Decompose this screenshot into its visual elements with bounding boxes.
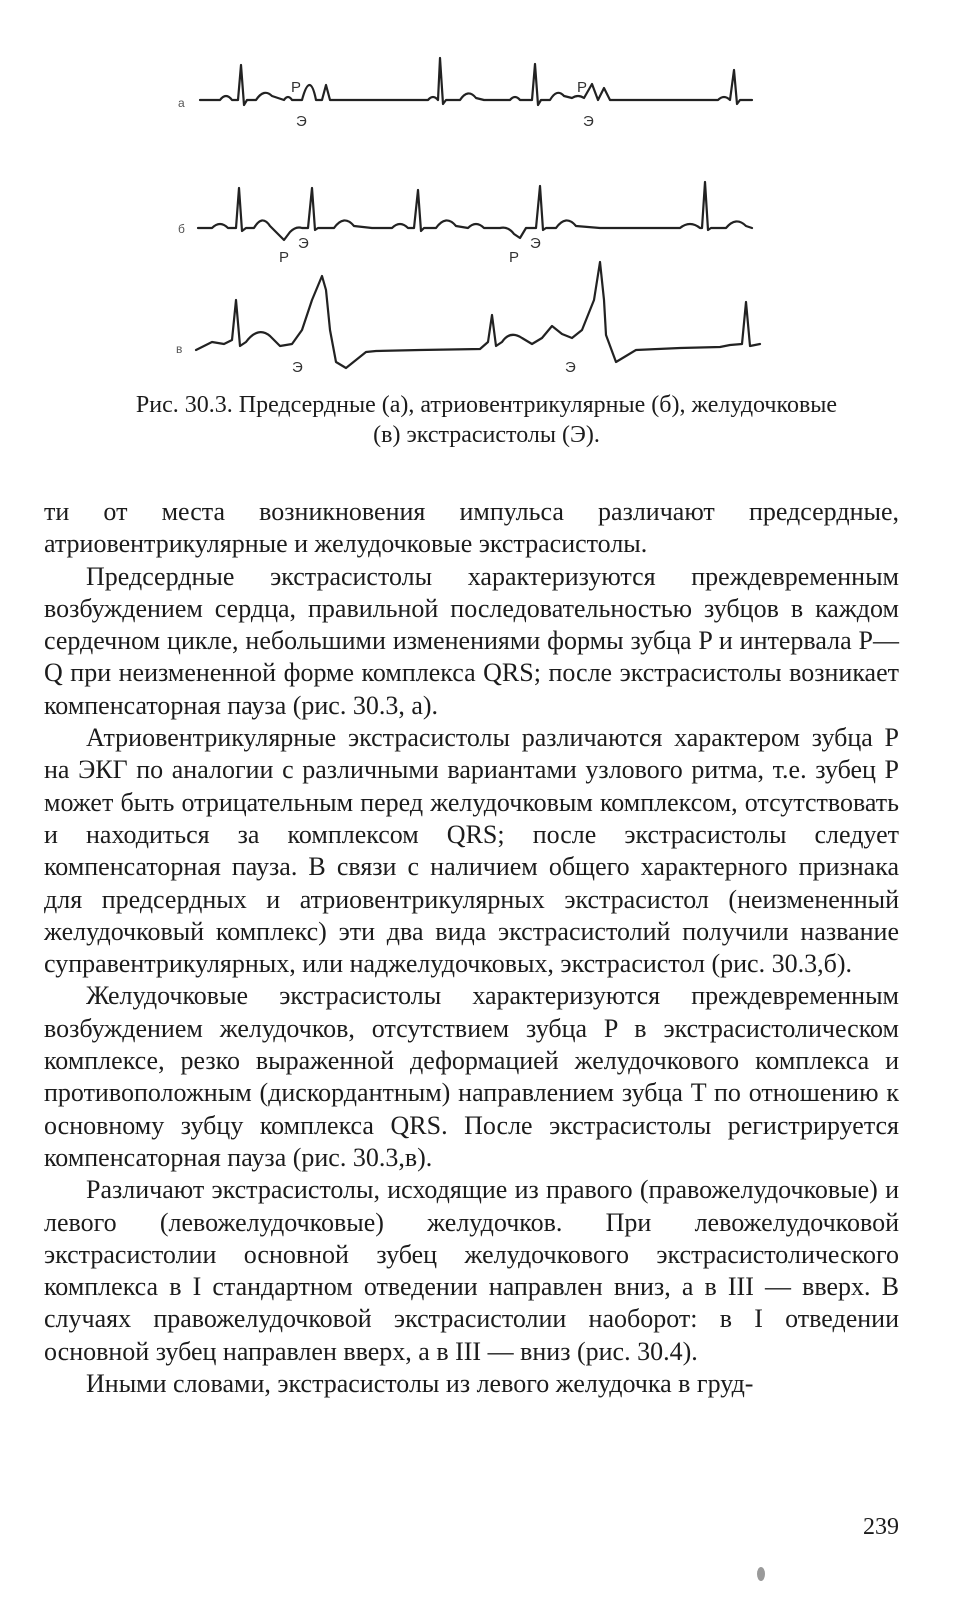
ecg-traces: [0, 0, 973, 390]
label-e-b1: Э: [298, 235, 309, 252]
label-p-b1: P: [279, 249, 290, 266]
label-p-b2: P: [509, 249, 520, 266]
figure-caption: [40, 390, 933, 450]
caption-line-1: Рис. 30.3. Предсердные (а), атриовентрикулярные (б), желудочковые: [135, 392, 838, 418]
caption-line-2: (в) экстрасистолы (Э).: [373, 422, 600, 448]
paragraph-1: ти от места возникновения импульса различают предсердные, атриовентрикулярные и желудочковые экстрасистолы.: [44, 497, 899, 559]
ecg-trace-a: [200, 58, 752, 105]
paragraph-2: Предсердные экстрасистолы характеризуются преждевременным возбуждением сердца, правильной последовательностью зубцов в каждом сердечном цикле, небольшими изменениями формы зубца P и интервала P—Q при неизмененной форме комплекса QRS; после экстрасистолы возникает компенсаторная пауза (рис. 30.3, а).: [44, 561, 899, 720]
ecg-trace-c: [196, 262, 760, 368]
scan-speck: [757, 1567, 765, 1581]
body-text: [44, 496, 899, 1400]
paragraph-6: Иными словами, экстрасистолы из левого желудочка в груд-: [86, 1369, 754, 1399]
row-label-a: а: [178, 96, 185, 110]
ecg-trace-b: [198, 182, 752, 240]
row-label-c: в: [176, 342, 183, 356]
row-label-b: б: [178, 222, 185, 236]
label-p-a2: P: [577, 79, 588, 96]
label-e-a1: Э: [296, 113, 307, 130]
paragraph-3: Атриовентрикулярные экстрасистолы различаются характером зубца P на ЭКГ по аналогии с различными вариантами узлового ритма, т.е. зубец P может быть отрицательным перед желудочковым комплексом, отсутствовать и находиться за комплексом QRS; после экстрасистолы следует компенсаторная пауза. В связи с наличием общего характерного признака для предсердных и атриовентрикулярных экстрасистол (неизмененный желудочковый комплекс) эти два вида экстрасистолий получили название суправентрикулярных, или наджелудочковых, экстрасистол (рис. 30.3,б).: [44, 723, 899, 979]
page-number: 239: [863, 1514, 899, 1540]
ecg-figure: [0, 0, 973, 390]
label-e-b2: Э: [530, 235, 541, 252]
label-e-c1: Э: [292, 359, 303, 376]
label-p-a1: P: [291, 79, 302, 96]
label-e-c2: Э: [565, 359, 576, 376]
paragraph-4: Желудочковые экстрасистолы характеризуются преждевременным возбуждением желудочков, отсутствием зубца P в экстрасистолическом комплексе, резко выраженной деформацией желудочкового комплекса и противоположным (дискордантным) направлением зубца T по отношению к основному зубцу комплекса QRS. После экстрасистолы регистрируется компенсаторная пауза (рис. 30.3,в).: [44, 981, 899, 1172]
label-e-a2: Э: [583, 113, 594, 130]
paragraph-5: Различают экстрасистолы, исходящие из правого (правожелудочковые) и левого (левожелудочковые) желудочков. При левожелудочковой экстрасистолии основной зубец желудочкового экстрасистолического комплекса в I стандартном отведении направлен вниз, а в III — вверх. В случаях правожелудочковой экстрасистолии наоборот: в I отведении основной зубец направлен вверх, а в III — вниз (рис. 30.4).: [44, 1175, 899, 1366]
